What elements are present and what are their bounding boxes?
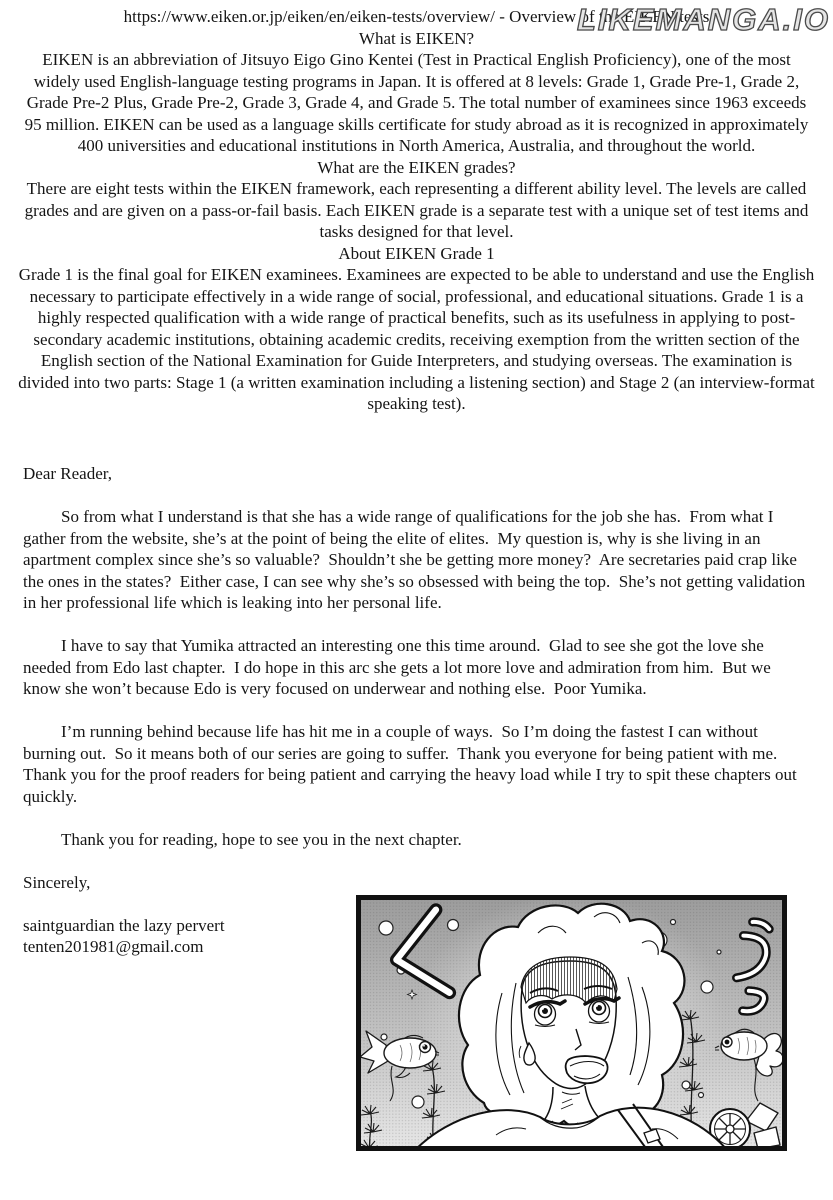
letter-paragraph: I have to say that Yumika attracted an interesting one this time around. Glad to see she got the love she needed from Edo last chapter. I do hope in this arc she gets a lot more love and admiration from him. But we know she won’t because Edo is very focused on underwear and nothing else. Poor Yumika. bbox=[23, 636, 776, 698]
section-heading: About EIKEN Grade 1 bbox=[338, 243, 495, 263]
section-heading: What is EIKEN? bbox=[358, 28, 475, 48]
bubble bbox=[701, 981, 713, 993]
letter-salutation: Dear Reader, bbox=[23, 464, 112, 483]
signature-email: tenten201981@gmail.com bbox=[23, 937, 204, 956]
bubble bbox=[412, 1096, 424, 1108]
bubble bbox=[699, 1093, 704, 1098]
manga-panel bbox=[356, 895, 787, 1151]
letter-paragraph: So from what I understand is that she has a wide range of qualifications for the job she has. From what I gather from the website, she’s at the point of being the elite of elites. My question is, why is she living in an apartment complex since she’s so valuable? Shouldn’t she be getting more money? Are secretaries paid crap like the ones in the states? Either case, I can see why she’s so obsessed with being the top. She’s not getting validation in her professional life which is leaking into her personal life. bbox=[23, 507, 810, 612]
translator-letter bbox=[23, 463, 812, 958]
site-watermark: LIKEMANGA.IO bbox=[576, 2, 830, 37]
bubble bbox=[682, 1081, 690, 1089]
letter-paragraph: I’m running behind because life has hit me in a couple of ways. So I’m doing the fastest I can without burning out. So it means both of our series are going to suffer. Thank you everyone for being patient with me. Thank you for the proof readers for being patient and carrying the heavy load while I try to spit these chapters out quickly. bbox=[23, 722, 801, 806]
bubble bbox=[381, 1034, 387, 1040]
bubble bbox=[448, 920, 459, 931]
eiken-article bbox=[18, 6, 815, 415]
section-body: Grade 1 is the final goal for EIKEN examinees. Examinees are expected to be able to understand and use the English necessary to participate effectively in a wide range of social, professional, and educational situations. Grade 1 is a highly respected qualification with a wide range of practical benefits, such as its usefulness in applying to post-secondary academic institutions, obtaining academic credits, receiving exemption from the written section of the English section of the National Examination for Guide Interpreters, and studying overseas. The examination is divided into two parts: Stage 1 (a written examination including a listening section) and Stage 2 (an interview-format speaking test). bbox=[18, 265, 815, 413]
girl-mouth bbox=[566, 1056, 608, 1083]
section-heading: What are the EIKEN grades? bbox=[317, 157, 516, 177]
bubble bbox=[717, 950, 721, 954]
bubble bbox=[379, 921, 393, 935]
source-url-line: https://www.eiken.or.jp/eiken/en/eiken-tests/overview/ - Overview of the EIKEN tests bbox=[123, 7, 710, 26]
section-body: EIKEN is an abbreviation of Jitsuyo Eigo Gino Kentei (Test in Practical English Proficiency), one of the most widely used English-language testing programs in Japan. It is offered at 8 levels: Grade 1, Grade Pre-1, Grade 2, Grade Pre-2 Plus, Grade Pre-2, Grade 3, Grade 4, and Grade 5. The total number of examinees since 1963 exceeds 95 million. EIKEN can be used as a language skills certificate for study abroad as it is recognized in approximately 400 universities and educational institutions in North America, Australia, and throughout the world. bbox=[24, 50, 809, 155]
letter-closing: Sincerely, bbox=[23, 872, 91, 892]
section-body: There are eight tests within the EIKEN framework, each representing a different ability level. The levels are called grades and are given on a pass-or-fail basis. Each EIKEN grade is a separate test with a unique set of test items and tasks designed for that level. bbox=[24, 179, 809, 241]
manga-panel-art bbox=[356, 895, 787, 1151]
letter-paragraph: Thank you for reading, hope to see you in the next chapter. bbox=[61, 829, 462, 849]
bubble bbox=[671, 920, 676, 925]
signature-name: saintguardian the lazy pervert bbox=[23, 915, 225, 935]
